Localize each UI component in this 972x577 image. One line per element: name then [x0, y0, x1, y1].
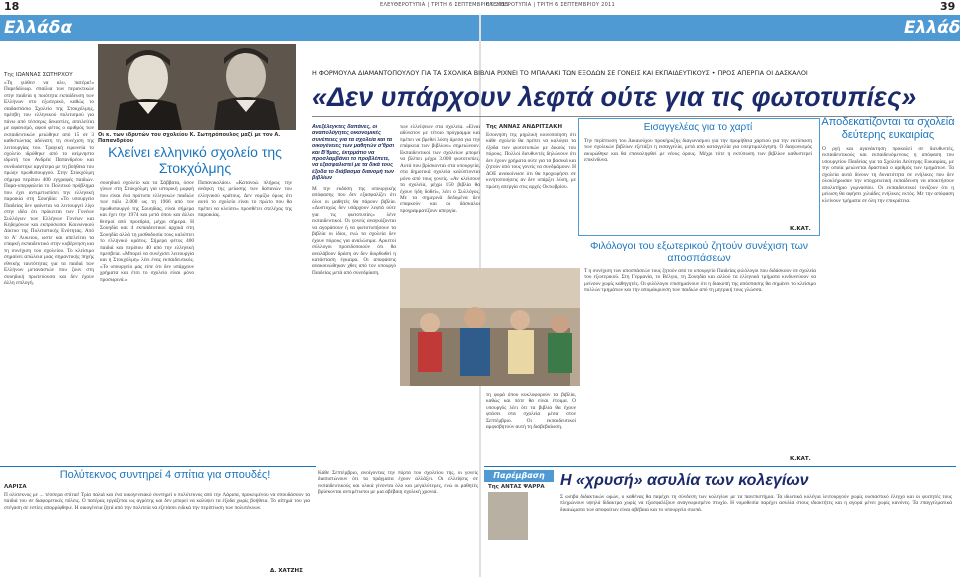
sub-article-title: Φιλόλογοι του εξωτερικού ζητούν συνέχιση των αποσπάσεων [589, 240, 809, 264]
bottom-left-text: Π ολύτεκνος με ... τέσσερα σπίτια! Τρία παλιά και ένα οικογενειακό συντηρεί ο πολύτεκνος από την Λάρισα, προκειμένου να σπουδάσουν τα παιδιά του σε διαφορετικές πόλεις. Ο πατέρας εργάζεται ως αγρότης και δεν μπορεί να καλύψει τα έξοδα χωρίς βοήθεια. Το αίτημά του για στέγαση σε εστίες απορρίφθηκε. Η οικογένεια ζητά από την πολιτεία να εξετάσει ειδικά την περίπτωση των πολυτέκνων. [4, 492, 310, 511]
middle-col-text-2-content: Παπανικολάου. «Κατανοώ πλήρως την ανάγκη της μείωσης των δαπανών του ελληνικού κράτους. Δεν νομίζω όμως ότι αυτό το σχολείο είναι το πρώτο που θα πρέπει να κλείσει» προσθέτει στελέχος της παροικίας. [198, 180, 292, 219]
black-white-portrait-photo [98, 44, 296, 130]
bottom-right-headline: Η «χρυσή» ασυλία των κολεγίων [560, 472, 809, 489]
article-title: Κλείνει ελληνικό σχολείο της Στοκχόλμης [108, 144, 282, 176]
prosecutor-box-text: Την περίπτωση του Δικαιούχου προκήρυξης διαγωνισμού για την προμήθεια χαρτιού για την εκτύπωση των σχολικών βιβλίων εξετάζει η εισαγγελία, μετά από καταγγελία για υπερτιμολόγηση. Ο διαγωνισμός ακυρώθηκε και θα επαναληφθεί με νέους όρους. Μέχρι τότε η εκτύπωση των βιβλίων καθυστερεί επικίνδυνα. [584, 138, 812, 164]
classroom-photo-image [400, 268, 580, 386]
bottom-left-rule [0, 466, 316, 467]
left-article-body: «Τη γιόθεσ να αλυ, πατέρα!» Παρεδάλιωρ. σπαίλια των περιεκτικών στην παιδεία η ποιότητα εκπαίδευση των Ελλήνων στο εξωτερικό, καθώς το σαιδαστάσιο Σχολείο της Στοκχόλμης, πρέσβη του ελληνικού πολιτισμού για πάνω από τέσσερις δεκαετίες, απειλείται με αφανισμό, αφού φέτος ο αριθμός των εκπαιδευτικών μειώθηκε από 15 σε 3 καθιστώντας αδύνατη τη συνέχιση της λειτουργίας του. Τραγική ειρωνεία το σχολείο ιδρύθηκε από το αείμνηστο ιδρυτή του Ανδρέα Παπανδρέου και συνδυάστηκε αργότερα με τη βοήθεια του πρώην πρωθυπουργού. Στην Στοκχόλμη σήμερα περίπου 400 εγγραφές παιδιών. Παρα-υπερφαλεία το Πολιτικό πρόβλημα που έχει αντιμετωπίσει την ελληνική παροικία στη Σουηδία: «Το υπουργείο Παιδείας δεν φαίνεται να λειτουργεί λίγο στην ιδέα ότι πρόκειται των Γονέων Συλλόγων των Ελλήνων Γονέων και Κηδεμόνων και εκπρόσωποι Κοινωνικού Δίκτυο της Πολιτιστικής Ενότητας. Από το Α' Λυκειου, ωστε και απελείται τα επαρκή εκπαιδευτικό στην κυβέρνηση και τη συνέχιση του σχολείου. Το κλείσιμο σημαίνει απώλεια μιας σημαντικής πηγής εθνικής ταυτότητας για τα παιδιά των Ελλήνων μεταναστών που ζουν στη σουηδική πρωτεύουσα και δεν έχουν άλλη επιλογή. [4, 80, 94, 287]
left-page-number: 18 [4, 0, 20, 13]
main-headline: «Δεν υπάρχουν λεφτά ούτε για τις φωτοτυπίες» [312, 82, 917, 112]
bottom-right-text: Σ ωσιβα διδακτικών ωρών, ο καθένας θα παρέχει τη σύνδεση των κολεγίων με τα πανεπιστήμια. Τα ιδιωτικά κολέγια λειτουργούν χωρίς ουσιαστικό έλεγχο και οι φοιτητές τους πληρώνουν υψηλά δίδακτρα χωρίς να εξασφαλίζουν αναγνωρισμένο πτυχίο. Η νομοθεσία παρέχει ασυλία στους ιδιοκτήτες και η αγορά μένει χωρίς κανόνες. Τα επαγγελματικά δικαιώματα των αποφοίτων είναι αβέβαια και το υπουργείο σιωπά. [560, 494, 952, 513]
middle-col-text: σουηδικό σχολείο και τα Σάββατα, όσον γίνων στη Στοκχόλμη για ιστορική μορφή που είναι ένα πρότυπο ελληνικών παιδιών των πάλι 2.000 ως τη 1966 από τον πρωθυπουργό της Σουηδίας, είναι σήμερα και έχει την 1974 και μετά όπου και άλλοι θεσμοί από προεδρία, μέχρι σήμερα. Η Σουηδία και 4 εκπαιδευτικοί αρχικά στη Σουηδία αλλά τη μισθοδοσία τους καλύπτει το ελληνικό κράτος. Σήμερα φέτος 400 παιδιά και περίπου 40 από την ελληνική πρεσβεία. «Μπορεί να συνέχισει λειτουργία και η Στοκχόλμη» λέει ένας εκπαιδευτικός. «Το υπουργείο μας είπε ότι δεν υπάρχουν χρήματα και έτσι το σχολείο είναι μόνο προσωρινά.» [100, 180, 194, 283]
left-byline: Της ΙΩΑΝΝΑΣ ΣΩΤΗΡΧΟΥ [4, 72, 73, 78]
right-kicker: Η ΦΟΡΜΟΥΛΑ ΔΙΑΜΑΝΤΟΠΟΥΛΟΥ ΓΙΑ ΤΑ ΣΧΟΛΙΚΑ ΒΙΒΛΙΑ ΡΙΧΝΕΙ ΤΟ ΜΠΑΛΑΚΙ ΤΩΝ ΕΞΟΔΩΝ ΣΕ ΓΟΝΕΙΣ ΚΑΙ ΕΚΠΑΙΔΕΥΤΙΚΟΥΣ • ΠΡΟΣ ΑΠΕΡΓΙΑ ΟΙ ΔΑΣΚΑΛΟΙ [312, 69, 808, 77]
right-col-d: τη φορά όπου κυκλοφορούν τα βιβλία, καθώς και πότε θα είναι έτοιμα. Ο υπουργός λέει ότι τα βιβλία θα έχουν φτάσει στα σχολεία μέσα στον Σεπτέμβριο. Οι εκπαιδευτικοί αμφισβητούν αυτή τη διαβεβαίωση. [486, 392, 576, 431]
right-section-title: Ελλάδα [904, 18, 972, 38]
right-col-c: Εσοινηση της μηρλική κοινοποίηση ότι κάθε σχολείο θα πρέπει να καλύψει τα έξοδα των φωτοτυπιών με δικούς του πόρους. Πολλοί διευθυντές δηλώνουν ότι δεν έχουν χρήματα ούτε για τα βασικά και ζητούν από τους γονείς να συνδράμουν. Η ΔΟΕ ανακοίνωσε ότι θα προχωρήσει σε κινητοποιήσεις αν δεν υπάρξει λύση, με πρώτη απεργία στις αρχές Οκτωβρίου. [486, 132, 576, 190]
bottom-mid-text [318, 470, 478, 570]
side-title: Αποδεκατίζονται τα σχολεία δεύτερης ευκαιρίας [821, 116, 955, 141]
prosecutor-box-title: Εισαγγελέας για το χαρτί [643, 122, 753, 133]
right-col-b: των ελλείψεων στα σχολεία. «Είναι αδύνατον με τέτοιο πρόγραμμα και πρέπει να βρεθεί λύση άμεσα για την επάρκεια των βιβλίων» σημειώνουν. Εκπαιδευτικοί των σχολείων μπορεί να βλέπει μέχρι 3.000 φωτοτυπίες. Αυτά που βρίσκονται στα υπουργεία, στα δημοτικά σχολεία καλύπτονται μόνο από τους γονείς. «Αν κλείσουν τα σχολεία, μέχρι 150 βιβλία θα έχουν ήδη δοθεί», λέει ο Συλλόγος. Με τα σημερινά δεδομένα δεν επαρκούν και οι δάσκαλοι προγραμματίζουν απεργία. [400, 124, 480, 214]
right-page-number: 39 [940, 0, 956, 13]
left-section-title: Ελλάδα [4, 18, 73, 38]
left-page-header: ΕΛΕΥΘΕΡΟΤΥΠΙΑ | ΤΡΙΤΗ 6 ΣΕΠΤΕΜΒΡΙΟΥ 2011 [380, 2, 510, 8]
bottom-right-rule [484, 466, 956, 467]
classroom-photo [400, 268, 580, 386]
right-col-a: Μ την εκδόση της υπουργικής απόφασης που δεν εξασφαλίζει ότι όλοι οι μαθητές θα πάρουν βιβλία. «Δυστυχώς δεν υπάρχουν λεφτά ούτε για τις φωτοτυπίες» λένε εκπαιδευτικοί. Οι γονείς αναγκάζονται να αγοράσουν ή να φωτοτυπήσουν τα βιβλία οι ίδιοι, ενώ τα σχολεία δεν έχουν πόρους για αναλώσιμα. Αρκετοί σύλλογοι προειδοποιούν ότι θα αναλάβουν δράση αν δεν διορθωθεί η κατάσταση έγκαιρα. Οι αποφάσεις ανακοινώθηκαν χθες από τον υπουργό Παιδείας μετά από συνεδρίαση. [312, 186, 396, 276]
right-byline2: Της ΑΝΝΑΣ ΑΝΔΡΙΤΣΑΚΗ [486, 124, 563, 130]
sub-article-signature: Κ.ΚΑΤ. [790, 456, 811, 462]
bottom-left-title: Πολύτεκνος συντηρεί 4 σπίτια για σπουδές! [59, 469, 271, 481]
photo-caption: Οι κ. των ιδρυτών του σχολείου Κ. Σωτηρόπουλος μαζί με τον Α. Παπανδρέου [98, 132, 281, 144]
article-photo [98, 44, 296, 130]
right-section-bar [480, 15, 960, 41]
sub-article-text: Τ η συνέχιση των αποσπάσεών τους ζητούν από το υπουργείο Παιδείας φιλόλογοι που διδάσκουν σε σχολεία του εξωτερικού. Στη Γερμανία, το Βέλγιο, τη Σουηδία και αλλού τα ελληνικά τμήματα κινδυνεύουν να μείνουν χωρίς καθηγητές. Οι φιλόλογοι επισημαίνουν ότι η διακοπή της απόσπασης θα σημάνει το κλείσιμο πολλών τμημάτων και την απομάκρυνση των παιδιών από τη μητρική τους γλώσσα. [584, 268, 816, 294]
bottom-left-location: ΛΑΡΙΣΑ [4, 484, 27, 490]
middle-col-text-2 [198, 180, 292, 465]
pull-quote: Ανεξέλεγκτες δαπάνες, οι αναπολόγητες οικονομικές συνέπειες για τα σχολεία και τα οικογένειες των μαθητών σ'θρσι και Β'θμας, έκτρμάτιο να προσλαμβάνει το προβλέπετε, να εξασφαλιστεί με τα δικά τους έξοδα το διάβασμα διανομή των βιβλίων [312, 124, 395, 182]
bottom-left-signature: Δ. ΧΑΤΖΗΣ [270, 568, 303, 574]
right-page-header: ΕΛΕΥΘΕΡΟΤΥΠΙΑ | ΤΡΙΤΗ 6 ΣΕΠΤΕΜΒΡΙΟΥ 2011 [486, 2, 616, 8]
prosecutor-box-signature: Κ.ΚΑΤ. [790, 226, 811, 232]
side-text: Ο ργή και αγανάκτηση προκαλεί σε διευθυντές, εκπαιδευτικούς και εκπαιδευόμενους η απόφαση του υπουργείου Παιδείας για τα Σχολεία Δεύτερης Ευκαιρίας, με την οποία μειώνεται δραστικά ο αριθμός των τμημάτων. Τα σχολεία αυτά δίνουν τη δυνατότητα σε ενήλικες που δεν ολοκλήρωσαν την υποχρεωτική εκπαίδευση να αποκτήσουν απολυτήριο γυμνασίου. Οι εκπαιδευτικοί τονίζουν ότι η μείωση θα αφήσει χιλιάδες ενήλικες εκτός. Με την απόφαση κλείνουν τμήματα σε όλη την επικράτεια. [822, 146, 954, 204]
bottom-right-byline: Της ΑΝΤΑΣ ΨΑΡΡΑ [488, 484, 545, 490]
bottom-mid-text-content: Κάθε Σεπτέμβριο, ανοίγοντας την πόρτα του σχολείου της, οι γονείς διαπιστώνουν ότι τα πράγματα έχουν αλλάξει. Οι ελλείψεις σε εκπαιδευτικούς και υλικά γίνονται όλο και μεγαλύτερες, ενώ οι μαθητές βρίσκονται αντιμέτωποι με μια αβέβαιη σχολική χρονιά. [318, 470, 478, 496]
intervention-badge: Παρέμβαση [484, 470, 554, 482]
bottom-right-portrait [488, 492, 528, 540]
